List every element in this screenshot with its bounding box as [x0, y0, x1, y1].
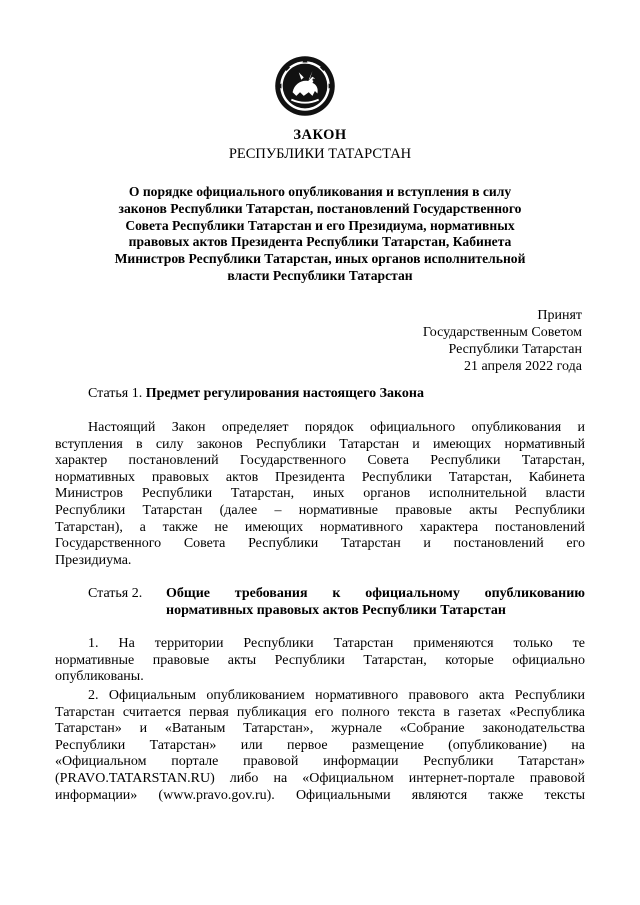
text-line: Республики Татарстан» или первое размещение (опубликование) на: [55, 737, 585, 753]
tatarstan-coat-of-arms-icon: [274, 55, 336, 117]
adopted-date: 21 апреля 2022 года: [464, 359, 582, 374]
text-line: информации» (www.pravo.gov.ru). Официальными являются также тексты: [55, 787, 585, 803]
text-line: Республики Татарстан (далее – нормативные правовые акты Республики: [55, 502, 585, 518]
article2-title-line: нормативных правовых актов Республики Татарстан: [166, 603, 506, 618]
text-line: нормативные правовые акты Республики Татарстан, которые официально: [55, 652, 585, 668]
text-line: (PRAVO.TATARSTAN.RU) либо на «Официальном интернет-портале правовой: [55, 770, 585, 786]
text-line: нормативных правовых актов Президента Республики Татарстан, Кабинета: [55, 469, 585, 485]
subject-line: законов Республики Татарстан, постановлений Государственного: [118, 200, 522, 216]
article1-heading: [88, 386, 588, 403]
article2-heading: [88, 586, 585, 620]
subject-line: Совета Республики Татарстан и его Президиума, нормативных: [125, 217, 515, 233]
text-line: Президиума.: [55, 552, 132, 568]
text-line: 1. На территории Республики Татарстан применяются только те: [88, 636, 585, 651]
subject-line: власти Республики Татарстан: [227, 267, 413, 283]
article1-body: [55, 420, 585, 569]
adopted-line: Принят: [537, 308, 582, 323]
text-line: «Официальном портале правовой информации Республики Татарстан»: [55, 754, 585, 770]
text-line: Министров Республики Татарстан, иных органов исполнительной власти: [55, 486, 585, 502]
adopted-line: Республики Татарстан: [448, 342, 582, 357]
text-line: вступления в силу законов Республики Татарстан и имеющих нормативный: [55, 436, 585, 452]
adopted-line: Государственным Советом: [422, 325, 582, 340]
article2-label: Статья 2.: [88, 586, 143, 601]
adoption-block: [282, 307, 582, 375]
article2-paragraph2: [55, 688, 585, 804]
law-subject: [70, 184, 570, 285]
article2-title-line: Общие требования к официальному опубликованию: [166, 586, 585, 601]
article2-paragraph1: [55, 636, 585, 686]
text-line: характер постановлений Государственного Совета Республики Татарстан,: [55, 453, 585, 469]
law-title: ЗАКОН: [293, 127, 347, 143]
text-line: Настоящий Закон определяет порядок официального опубликования и: [88, 420, 585, 435]
subject-line: О порядке официального опубликования и вступления в силу: [128, 184, 512, 199]
subject-line: Министров Республики Татарстан, иных органов исполнительной: [114, 251, 526, 267]
text-line: Татарстан» и «Ватаным Татарстан», журнале «Собрание законодательства: [55, 721, 585, 737]
text-line: Татарстан), а также не имеющих нормативного характера постановлений: [55, 519, 585, 535]
subject-line: правовых актов Президента Республики Татарстан, Кабинета: [128, 234, 512, 250]
article1-label: Статья 1.: [88, 386, 143, 401]
law-republic: РЕСПУБЛИКИ ТАТАРСТАН: [228, 146, 412, 162]
text-line: Татарстан считается первая публикация его полного текста в газетах «Республика: [55, 704, 585, 720]
text-line: Государственного Совета Республики Татарстан и постановлений его: [55, 536, 585, 552]
text-line: опубликованы.: [55, 669, 144, 685]
article1-title: Предмет регулирования настоящего Закона: [145, 386, 424, 401]
text-line: 2. Официальным опубликованием нормативного правового акта Республики: [88, 688, 585, 703]
